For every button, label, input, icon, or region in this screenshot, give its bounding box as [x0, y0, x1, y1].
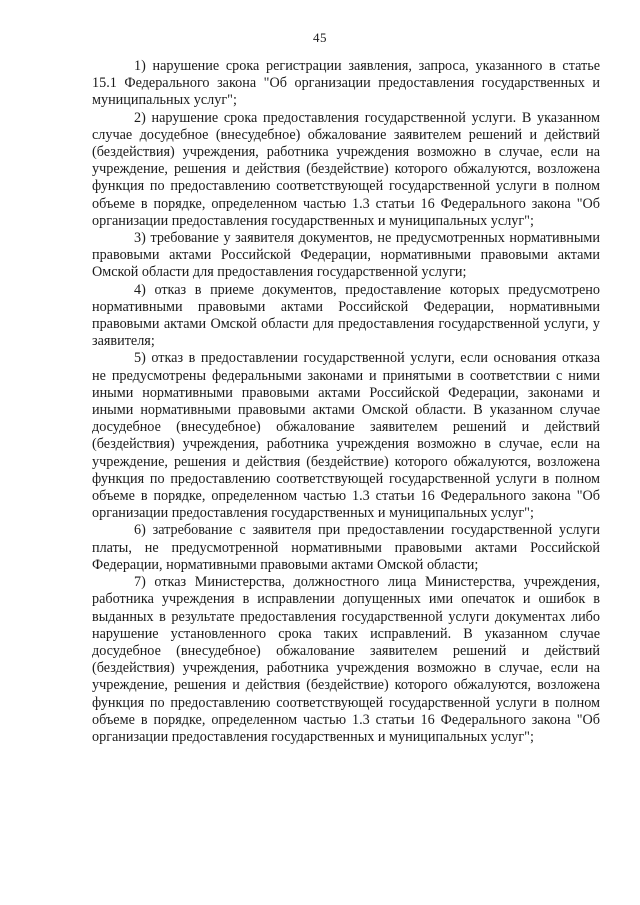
- paragraph-item-7: 7) отказ Министерства, должностного лица Министерства, учреждения, работника учреждения в исправлении допущенных ими опечаток и ошибок в выданных в результате предоставления государственной услуги документах либо нарушение установленного срока таких исправлений. В указанном случае досудебное (внесудебное) обжалование заявителем решений и действий (бездействия) учреждения, работника учреждения возможно в случае, если на учреждение, решения и действия (бездействие) которого обжалуются, возложена функция по предоставлению соответствующей государственной услуги в полном объеме в порядке, определенном частью 1.3 статьи 16 Федерального закона "Об организации предоставления государственных и муниципальных услуг";: [92, 574, 600, 745]
- document-body: [92, 58, 600, 746]
- paragraph-item-4: 4) отказ в приеме документов, предоставление которых предусмотрено нормативными правовыми актами Российской Федерации, нормативными правовыми актами Омской области для предоставления государственной услуги, у заявителя;: [92, 281, 600, 350]
- paragraph-item-6: 6) затребование с заявителя при предоставлении государственной услуги платы, не предусмотренной нормативными правовыми актами Российской Федерации, нормативными правовыми актами Омской области;: [92, 522, 600, 573]
- page-number: 45: [313, 30, 327, 45]
- paragraph-item-3: 3) требование у заявителя документов, не предусмотренных нормативными правовыми актами Российской Федерации, нормативными правовыми актами Омской области для предоставления государственной услуги;: [92, 230, 600, 281]
- paragraph-item-2: 2) нарушение срока предоставления государственной услуги. В указанном случае досудебное (внесудебное) обжалование заявителем решений и действий (бездействия) учреждения, работника учреждения возможно в случае, если на учреждение, решения и действия (бездействие) которого обжалуются, возложена функция по предоставлению соответствующей государственной услуги в полном объеме в порядке, определенном частью 1.3 статьи 16 Федерального закона "Об организации предоставления государственных и муниципальных услуг";: [92, 109, 600, 229]
- paragraph-item-1: 1) нарушение срока регистрации заявления, запроса, указанного в статье 15.1 Федерального закона "Об организации предоставления государственных и муниципальных услуг";: [92, 58, 600, 109]
- paragraph-item-5: 5) отказ в предоставлении государственной услуги, если основания отказа не предусмотрены федеральными законами и принятыми в соответствии с ними иными нормативными правовыми актами Российской Федерации, законами и иными нормативными правовыми актами Омской области. В указанном случае досудебное (внесудебное) обжалование заявителем решений и действий (бездействия) учреждения, работника учреждения возможно в случае, если на учреждение, решения и действия (бездействие) которого обжалуются, возложена функция по предоставлению соответствующей государственной услуги в полном объеме в порядке, определенном частью 1.3 статьи 16 Федерального закона "Об организации предоставления государственных и муниципальных услуг";: [92, 350, 600, 522]
